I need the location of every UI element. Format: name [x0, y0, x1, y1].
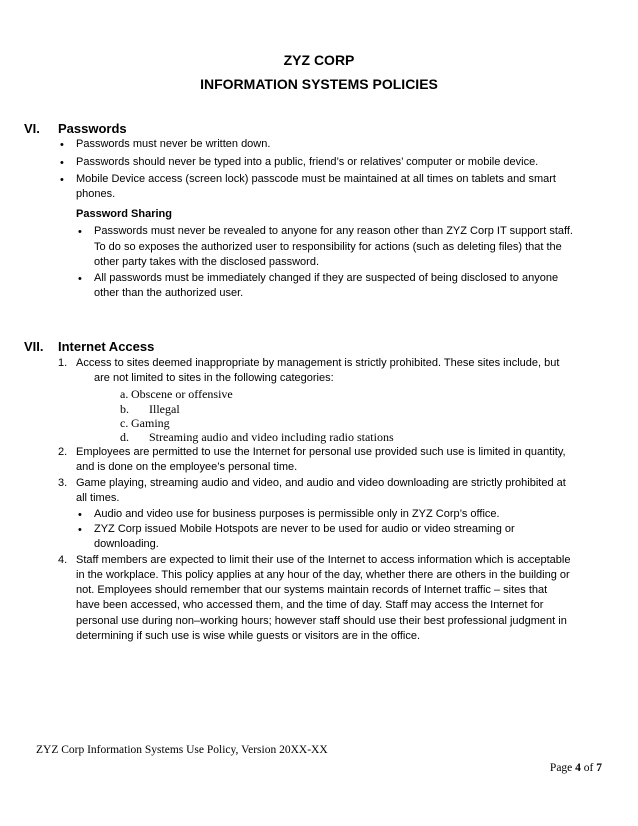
list-item: All passwords must be immediately changed if they are suspected of being disclosed to anyone [94, 272, 559, 284]
list-item-continuation: To do so exposes the authorized user to responsibility for actions (such as deleting files) that the [94, 241, 562, 253]
section-number: VI. [24, 121, 40, 136]
list-item-continuation: all times. [76, 492, 120, 504]
list-item: Game playing, streaming audio and video, and audio and video downloading are strictly prohibited at [76, 477, 566, 489]
category-label: d. [120, 430, 129, 444]
category-label: b. [120, 402, 129, 416]
list-item-continuation: other than the authorized user. [94, 287, 244, 299]
section-title: Internet Access [58, 339, 155, 354]
list-item-continuation: in the workplace. This policy applies at any hour of the day, whether there are others in the building or [76, 569, 570, 581]
page-number [550, 762, 602, 774]
subheading: Password Sharing [76, 208, 172, 220]
list-item: Passwords should never be typed into a public, friend’s or relatives’ computer or mobile device. [76, 156, 539, 168]
list-item: Employees are permitted to use the Internet for personal use provided such use is limited in quantity, [76, 446, 566, 458]
footer-policy: ZYZ Corp Information Systems Use Policy, Version 20XX-XX [36, 744, 328, 756]
list-item-continuation: and is done on the employee’s personal time. [76, 461, 298, 473]
list-item-continuation: other party takes with the disclosed password. [94, 256, 320, 268]
current-page: 4 [575, 762, 581, 774]
list-item: Audio and video use for business purposes is permissible only in ZYZ Corp’s office. [94, 508, 500, 520]
section-number: VII. [24, 339, 44, 354]
bullet: • [78, 524, 82, 536]
bullet: • [60, 174, 64, 186]
list-item-continuation: personal use during non–working hours; however staff should use their best professional judgment in [76, 615, 567, 627]
item-number: 4. [58, 554, 68, 566]
list-item: Mobile Device access (screen lock) passcode must be maintained at all times on tablets and smart [76, 173, 556, 185]
category-text: Illegal [149, 402, 180, 416]
category-label: c. [120, 416, 129, 430]
category-text: Gaming [131, 416, 170, 430]
list-item: Passwords must never be written down. [76, 138, 271, 150]
bullet: • [78, 273, 82, 285]
total-pages: 7 [596, 762, 602, 774]
list-item: Access to sites deemed inappropriate by management is strictly prohibited. These sites include, but [76, 357, 560, 369]
list-item-continuation: have been accessed, who accessed them, and the time of day. Staff may access the Internet for [76, 599, 544, 611]
of-word: of [583, 762, 594, 774]
list-item-continuation: determining if such use is wise while guests or visitors are in the office. [76, 630, 421, 642]
category-text: Streaming audio and video including radio stations [149, 430, 394, 444]
item-number: 1. [58, 357, 68, 369]
bullet: • [78, 509, 82, 521]
category-text: Obscene or offensive [131, 387, 233, 401]
bullet: • [78, 226, 82, 238]
list-item: ZYZ Corp issued Mobile Hotspots are never to be used for audio or video streaming or [94, 523, 515, 535]
item-number: 2. [58, 446, 68, 458]
section-title: Passwords [58, 121, 127, 136]
list-item-continuation: downloading. [94, 538, 159, 550]
company-name: ZYZ CORP [283, 52, 355, 68]
item-number: 3. [58, 477, 68, 489]
bullet: • [60, 139, 64, 151]
bullet: • [60, 157, 64, 169]
list-item-continuation: not. Employees should remember that our systems maintain records of Internet traffic – sites that [76, 584, 548, 596]
list-item: Staff members are expected to limit their use of the Internet to access information which is acceptable [76, 554, 571, 566]
page-word: Page [549, 762, 573, 774]
page-title: INFORMATION SYSTEMS POLICIES [200, 76, 438, 92]
category-label: a. [120, 387, 129, 401]
list-item-continuation: are not limited to sites in the following categories: [94, 372, 334, 384]
list-item-continuation: phones. [76, 188, 116, 200]
list-item: Passwords must never be revealed to anyone for any reason other than ZYZ Corp IT support staff. [94, 225, 573, 237]
